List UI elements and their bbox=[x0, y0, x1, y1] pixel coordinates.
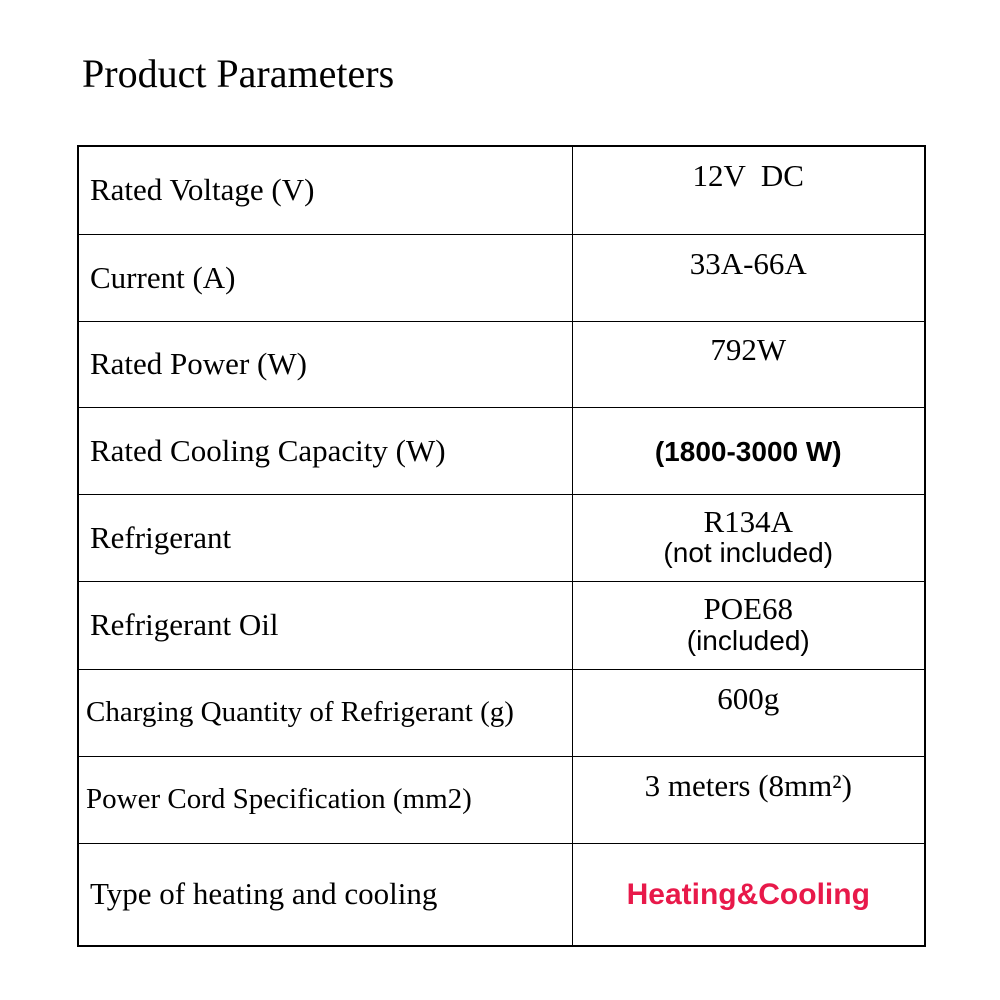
table-row bbox=[78, 843, 925, 946]
param-value-rated-voltage bbox=[572, 146, 925, 234]
charging-quantity-value: 600g bbox=[717, 680, 780, 716]
table-row bbox=[78, 494, 925, 581]
cooling-capacity-value: (1800-3000 W) bbox=[654, 435, 842, 467]
param-value-refrigerant-oil bbox=[572, 581, 925, 669]
table-row bbox=[78, 146, 925, 234]
table-row bbox=[78, 581, 925, 669]
param-value-charging-quantity bbox=[572, 669, 925, 756]
param-value-power-cord bbox=[572, 756, 925, 843]
param-label-refrigerant-oil: Refrigerant Oil bbox=[78, 581, 572, 669]
param-value-cooling-capacity bbox=[572, 407, 925, 494]
page-title: Product Parameters bbox=[82, 51, 395, 96]
heating-cooling-type-value: Heating&Cooling bbox=[626, 878, 870, 912]
param-value-refrigerant bbox=[572, 494, 925, 581]
table-row bbox=[78, 756, 925, 843]
param-label-rated-voltage: Rated Voltage (V) bbox=[78, 146, 572, 234]
table-row bbox=[78, 407, 925, 494]
param-label-cooling-capacity: Rated Cooling Capacity (W) bbox=[78, 407, 572, 494]
rated-voltage-value: 12V DC bbox=[692, 158, 804, 194]
refrigerant-oil-value: POE68 bbox=[703, 591, 794, 627]
rated-power-value: 792W bbox=[710, 332, 787, 367]
table-row bbox=[78, 321, 925, 407]
param-label-heating-cooling-type: Type of heating and cooling bbox=[78, 843, 572, 946]
param-value-rated-power bbox=[572, 321, 925, 407]
param-label-charging-quantity: Charging Quantity of Refrigerant (g) bbox=[78, 669, 572, 756]
param-label-current: Current (A) bbox=[78, 234, 572, 321]
refrigerant-value: R134A bbox=[703, 503, 794, 539]
param-value-heating-cooling-type bbox=[572, 843, 925, 946]
param-label-rated-power: Rated Power (W) bbox=[78, 321, 572, 407]
param-value-current bbox=[572, 234, 925, 321]
table-row bbox=[78, 234, 925, 321]
power-cord-value: 3 meters (8mm²) bbox=[644, 767, 852, 803]
param-label-refrigerant: Refrigerant bbox=[78, 494, 572, 581]
refrigerant-note: (not included) bbox=[663, 537, 834, 569]
refrigerant-oil-note: (included) bbox=[686, 624, 810, 656]
table-row bbox=[78, 669, 925, 756]
param-label-power-cord: Power Cord Specification (mm2) bbox=[78, 756, 572, 843]
parameters-table bbox=[77, 145, 926, 947]
current-value: 33A-66A bbox=[689, 245, 807, 281]
